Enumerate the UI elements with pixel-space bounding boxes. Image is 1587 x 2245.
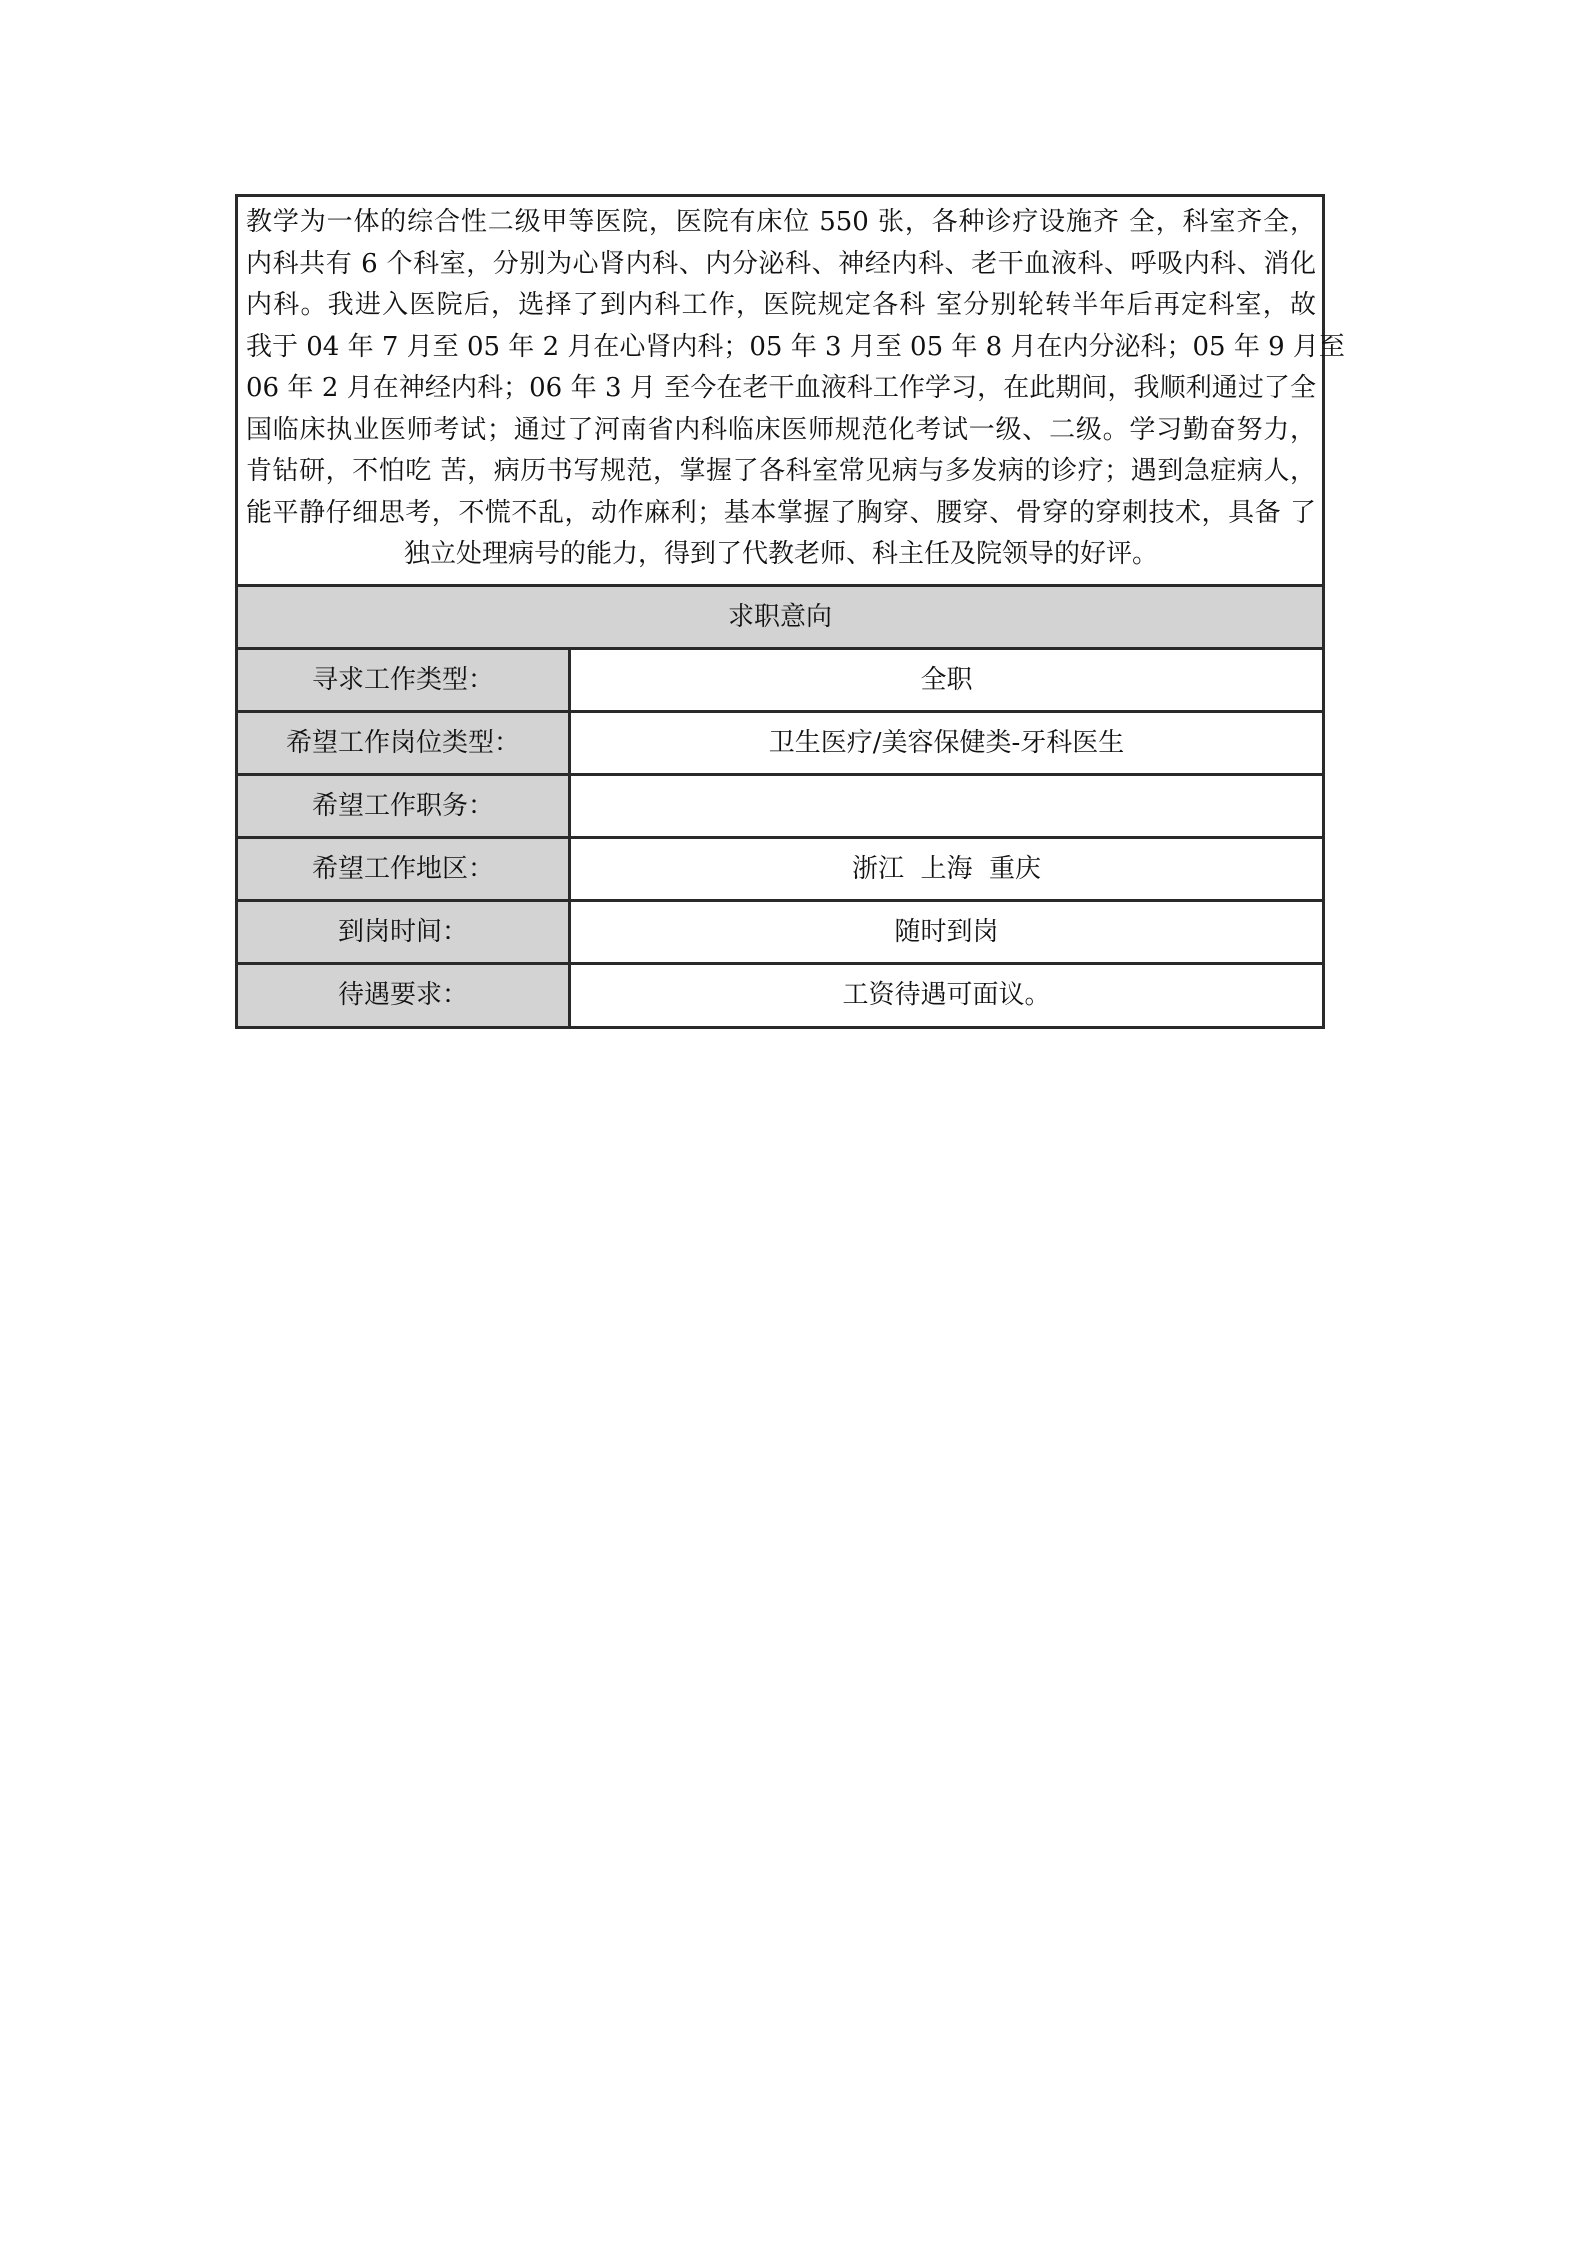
description-line: 国临床执业医师考试；通过了河南省内科临床医师规范化考试一级、二级。学习勤奋努力， — [246, 414, 1316, 445]
job-type-value: 全职 — [571, 650, 1322, 710]
job-intent-header: 求职意向 — [238, 587, 1322, 650]
salary-row — [238, 965, 1322, 1026]
desired-location-row — [238, 839, 1322, 902]
position-type-value: 卫生医疗/美容保健类-牙科医生 — [571, 713, 1322, 773]
start-time-value: 随时到岗 — [571, 902, 1322, 962]
position-type-label: 希望工作岗位类型： — [238, 713, 571, 773]
desired-title-row — [238, 776, 1322, 839]
description-line: 独立处理病号的能力，得到了代教老师、科主任及院领导的好评。 — [403, 539, 1158, 569]
job-type-label: 寻求工作类型： — [238, 650, 571, 710]
work-experience-text — [238, 197, 1345, 587]
desired-location-label: 希望工作地区： — [238, 839, 571, 899]
salary-label: 待遇要求： — [238, 965, 571, 1026]
job-type-row — [238, 650, 1322, 713]
description-line: 教学为一体的综合性二级甲等医院，医院有床位 550 张，各种诊疗设施齐 全，科室齐全， — [246, 207, 1316, 237]
desired-title-label: 希望工作职务： — [238, 776, 571, 836]
description-line: 肯钻研，不怕吃 苦，病历书写规范，掌握了各科室常见病与多发病的诊疗；遇到急症病人， — [246, 456, 1316, 486]
description-line: 内科共有 6 个科室，分别为心肾内科、内分泌科、神经内科、老干血液科、呼吸内科、消化 — [246, 248, 1316, 279]
start-time-row — [238, 902, 1322, 965]
desired-title-value — [571, 776, 1322, 836]
description-line: 06 年 2 月在神经内科；06 年 3 月 至今在老干血液科工作学习，在此期间，我顺利通过了全 — [246, 373, 1316, 403]
resume-table — [235, 194, 1345, 1029]
description-line: 内科。我进入医院后，选择了到内科工作，医院规定各科 室分别轮转半年后再定科室，故 — [246, 290, 1316, 320]
position-type-row — [238, 713, 1322, 776]
description-line: 能平静仔细思考，不慌不乱，动作麻利；基本掌握了胸穿、腰穿、骨穿的穿刺技术，具备 了 — [246, 497, 1316, 528]
start-time-label: 到岗时间： — [238, 902, 571, 962]
description-line: 我于 04 年 7 月至 05 年 2 月在心肾内科；05 年 3 月至 05 年 8 月在内分泌科；05 年 9 月至 — [246, 331, 1345, 362]
salary-value: 工资待遇可面议。 — [571, 965, 1322, 1026]
desired-location-value: 浙江 上海 重庆 — [571, 839, 1322, 899]
